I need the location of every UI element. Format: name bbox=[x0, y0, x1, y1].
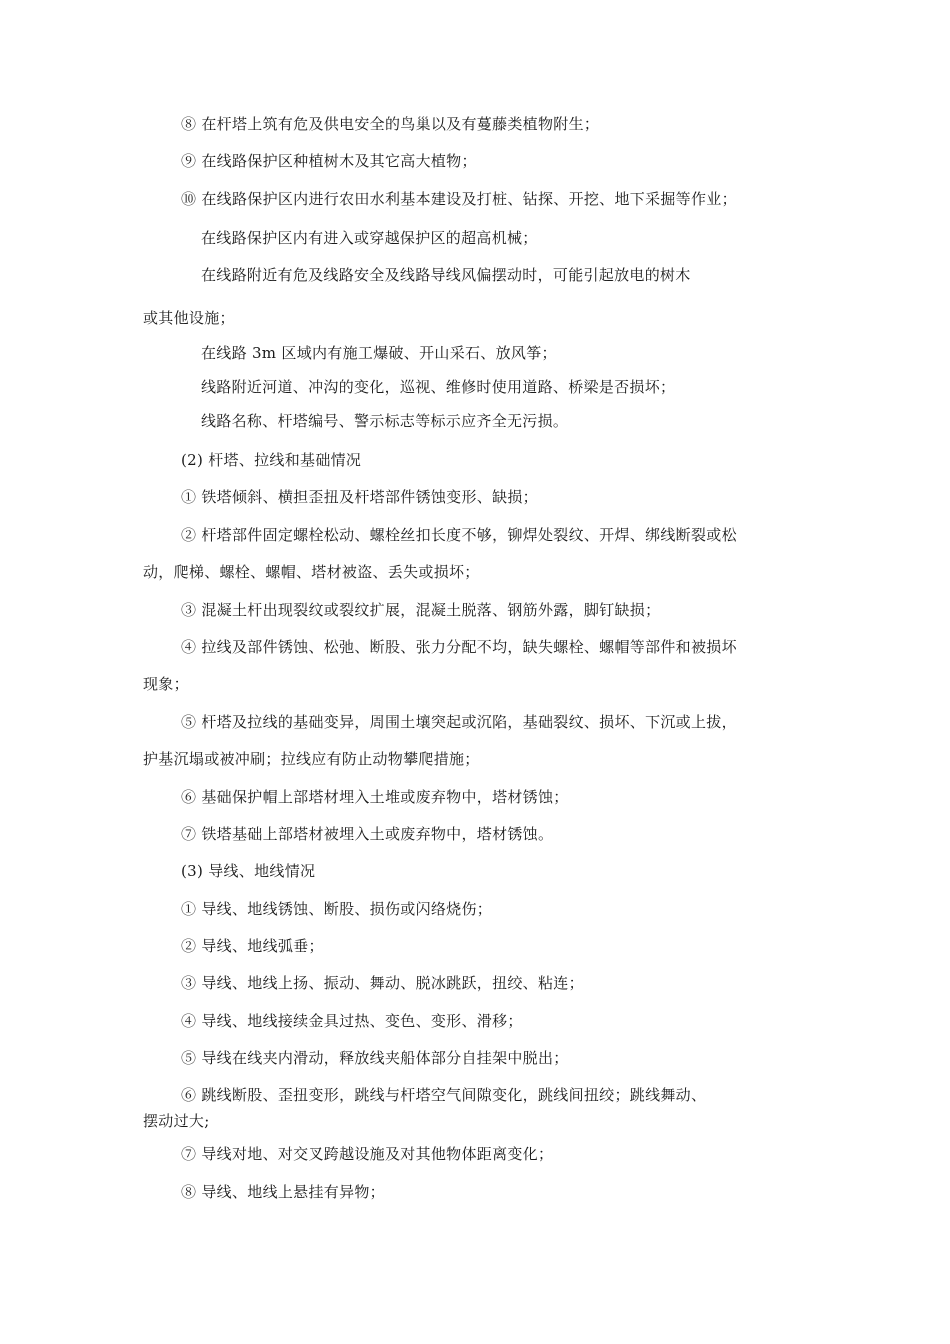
text-line: 现象； bbox=[143, 675, 189, 693]
text-line: ⑧ 导线、地线上悬挂有异物； bbox=[181, 1183, 385, 1201]
text-line: ① 导线、地线锈蚀、断股、损伤或闪络烧伤； bbox=[181, 900, 493, 918]
text-line: 或其他设施； bbox=[143, 309, 235, 327]
text-line: ④ 拉线及部件锈蚀、松弛、断股、张力分配不均，缺失螺栓、螺帽等部件和被损坏 bbox=[181, 638, 737, 656]
text-line: 在线路 3m 区域内有施工爆破、开山采石、放风筝； bbox=[201, 344, 557, 362]
section-header: (2) 杆塔、拉线和基础情况 bbox=[181, 451, 362, 469]
text-line: ⑨ 在线路保护区种植树木及其它高大植物； bbox=[181, 152, 477, 170]
text-line: ② 导线、地线弧垂； bbox=[181, 937, 324, 955]
text-line: ⑧ 在杆塔上筑有危及供电安全的鸟巢以及有蔓藤类植物附生； bbox=[181, 115, 600, 133]
text-line: 线路名称、杆塔编号、警示标志等标示应齐全无污损。 bbox=[201, 412, 569, 430]
text-line: 在线路附近有危及线路安全及线路导线风偏摆动时，可能引起放电的树木 bbox=[201, 266, 691, 284]
text-line: ⑦ 导线对地、对交叉跨越设施及对其他物体距离变化； bbox=[181, 1145, 554, 1163]
section-header: (3) 导线、地线情况 bbox=[181, 862, 316, 880]
text-line: ⑤ 导线在线夹内滑动，释放线夹船体部分自挂架中脱出； bbox=[181, 1049, 569, 1067]
text-line: 线路附近河道、冲沟的变化，巡视、维修时使用道路、桥梁是否损坏； bbox=[201, 378, 676, 396]
text-line: ③ 混凝土杆出现裂纹或裂纹扩展，混凝土脱落、钢筋外露，脚钉缺损； bbox=[181, 601, 661, 619]
text-line: ⑤ 杆塔及拉线的基础变异，周围土壤突起或沉陷，基础裂纹、损坏、下沉或上拔， bbox=[181, 713, 737, 731]
text-line: ⑥ 基础保护帽上部塔材埋入土堆或废弃物中，塔材锈蚀； bbox=[181, 788, 569, 806]
text-line: ① 铁塔倾斜、横担歪扭及杆塔部件锈蚀变形、缺损； bbox=[181, 488, 538, 506]
text-line: ③ 导线、地线上扬、振动、舞动、脱冰跳跃，扭绞、粘连； bbox=[181, 974, 584, 992]
text-line: 护基沉塌或被冲刷；拉线应有防止动物攀爬措施； bbox=[143, 750, 480, 768]
text-line: ② 杆塔部件固定螺栓松动、螺栓丝扣长度不够，铆焊处裂纹、开焊、绑线断裂或松 bbox=[181, 526, 737, 544]
text-line: ④ 导线、地线接续金具过热、变色、变形、滑移； bbox=[181, 1012, 523, 1030]
text-line: ⑩ 在线路保护区内进行农田水利基本建设及打桩、钻探、开挖、地下采掘等作业； bbox=[181, 190, 737, 208]
text-line: 在线路保护区内有进入或穿越保护区的超高机械； bbox=[201, 229, 538, 247]
text-line: 动，爬梯、螺栓、螺帽、塔材被盗、丢失或损坏； bbox=[143, 563, 480, 581]
text-line: ⑥ 跳线断股、歪扭变形，跳线与杆塔空气间隙变化，跳线间扭绞；跳线舞动、 bbox=[181, 1086, 707, 1104]
text-line: 摆动过大; bbox=[143, 1112, 210, 1130]
text-line: ⑦ 铁塔基础上部塔材被埋入土或废弃物中，塔材锈蚀。 bbox=[181, 825, 554, 843]
